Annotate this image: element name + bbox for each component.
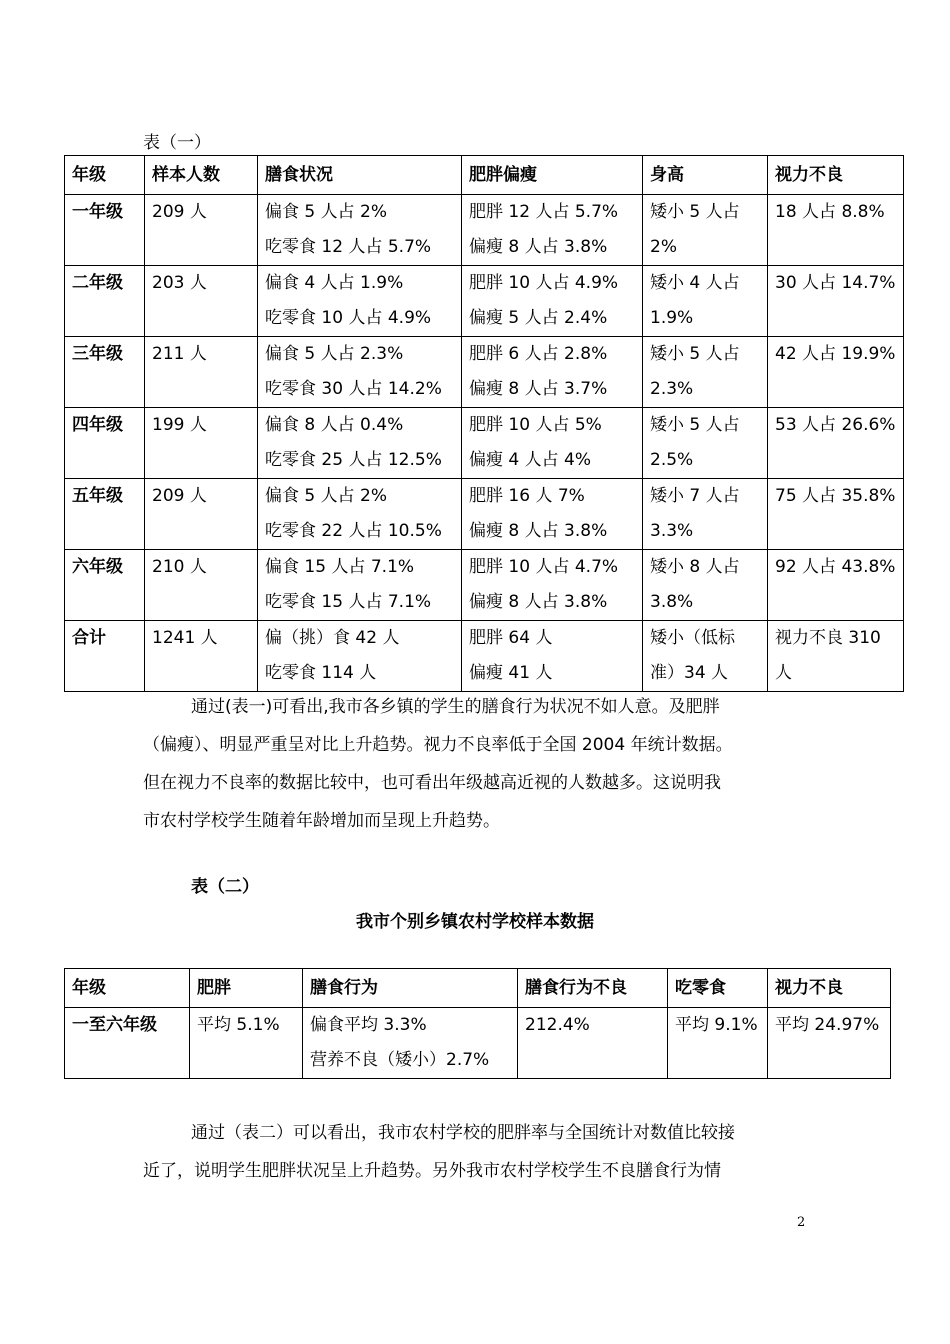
paragraph-1 xyxy=(143,688,843,840)
weight-cell xyxy=(462,479,643,550)
diet-cell xyxy=(258,479,462,550)
paragraph-line: 近了，说明学生肥胖状况呈上升趋势。另外我市农村学校学生不良膳食行为情 xyxy=(143,1161,721,1181)
table-row xyxy=(65,1008,891,1079)
table-row xyxy=(65,195,904,266)
diet-cell xyxy=(258,266,462,337)
header-cell: 肥胖偏瘦 xyxy=(462,156,643,195)
count-cell: 1241 人 xyxy=(145,621,258,692)
table2 xyxy=(64,968,891,1079)
weight-cell xyxy=(462,337,643,408)
cell-line: 视力不良 310 xyxy=(775,628,881,648)
table-row xyxy=(65,479,904,550)
height-cell xyxy=(643,266,768,337)
vision-cell xyxy=(768,550,904,621)
count-cell: 199 人 xyxy=(145,408,258,479)
count-cell: 211 人 xyxy=(145,337,258,408)
table-row xyxy=(65,621,904,692)
cell-line: 2.5% xyxy=(650,450,694,470)
header-cell: 视力不良 xyxy=(768,156,904,195)
cell-line: 矮小 7 人占 xyxy=(650,486,740,506)
weight-cell xyxy=(462,621,643,692)
paragraph-line: 市农村学校学生随着年龄增加而呈现上升趋势。 xyxy=(143,811,500,831)
height-cell xyxy=(643,408,768,479)
paragraph-text: 通过(表一)可看出,我市各乡镇的学生的膳食行为状况不如人意。及肥胖 xyxy=(191,697,720,717)
cell-line: 偏食 5 人占 2.3% xyxy=(265,344,404,364)
cell-line: 矮小（低标 xyxy=(650,628,735,648)
cell-line: 偏（挑）食 42 人 xyxy=(265,628,400,648)
cell-line: 偏食 8 人占 0.4% xyxy=(265,415,404,435)
cell-line: 偏瘦 8 人占 3.8% xyxy=(469,237,608,257)
table-row xyxy=(65,337,904,408)
height-cell xyxy=(643,550,768,621)
cell-line: 偏食 5 人占 2% xyxy=(265,202,387,222)
header-cell: 身高 xyxy=(643,156,768,195)
cell-line: 30 人占 14.7% xyxy=(775,273,896,293)
table1-header-row xyxy=(65,156,904,195)
diet-cell xyxy=(258,408,462,479)
cell-line: 吃零食 114 人 xyxy=(265,663,377,683)
cell-line: 偏瘦 4 人占 4% xyxy=(469,450,591,470)
count-cell: 203 人 xyxy=(145,266,258,337)
vision-cell: 平均 24.97% xyxy=(768,1008,891,1079)
cell-line: 人 xyxy=(775,663,792,683)
cell-line: 18 人占 8.8% xyxy=(775,202,885,222)
cell-line: 偏瘦 8 人占 3.8% xyxy=(469,521,608,541)
cell-line: 偏瘦 41 人 xyxy=(469,663,553,683)
diet-cell xyxy=(258,621,462,692)
cell-line: 3.8% xyxy=(650,592,694,612)
cell-line: 肥胖 64 人 xyxy=(469,628,553,648)
cell-line xyxy=(775,301,903,336)
grade-cell: 五年级 xyxy=(65,479,145,550)
grade-cell: 六年级 xyxy=(65,550,145,621)
table1 xyxy=(64,155,904,692)
cell-line: 偏瘦 5 人占 2.4% xyxy=(469,308,608,328)
cell-line: 矮小 5 人占 xyxy=(650,344,740,364)
cell-line: 矮小 5 人占 xyxy=(650,415,740,435)
table2-caption: 表（二） xyxy=(191,877,259,897)
cell-line: 53 人占 26.6% xyxy=(775,415,896,435)
grade-cell: 一至六年级 xyxy=(65,1008,190,1079)
cell-line: 矮小 4 人占 xyxy=(650,273,740,293)
grade-cell: 三年级 xyxy=(65,337,145,408)
cell-line xyxy=(775,514,903,549)
count-cell: 209 人 xyxy=(145,195,258,266)
cell-line: 肥胖 6 人占 2.8% xyxy=(469,344,608,364)
header-cell: 肥胖 xyxy=(190,969,303,1008)
diet-cell xyxy=(258,550,462,621)
weight-cell xyxy=(462,408,643,479)
count-cell: 209 人 xyxy=(145,479,258,550)
cell-line: 肥胖 12 人占 5.7% xyxy=(469,202,619,222)
cell-line: 吃零食 10 人占 4.9% xyxy=(265,308,432,328)
cell-line: 准）34 人 xyxy=(650,663,729,683)
cell-line: 3.3% xyxy=(650,521,694,541)
cell-line: 吃零食 22 人占 10.5% xyxy=(265,521,442,541)
cell-line: 2.3% xyxy=(650,379,694,399)
diet-cell xyxy=(258,337,462,408)
header-cell: 样本人数 xyxy=(145,156,258,195)
table2-header-row xyxy=(65,969,891,1008)
cell-line: 92 人占 43.8% xyxy=(775,557,896,577)
weight-cell xyxy=(462,266,643,337)
table1-caption: 表（一） xyxy=(143,133,211,153)
paragraph-line: 但在视力不良率的数据比较中，也可看出年级越高近视的人数越多。这说明我 xyxy=(143,773,721,793)
snack-cell: 平均 9.1% xyxy=(668,1008,768,1079)
height-cell xyxy=(643,621,768,692)
cell-line: 肥胖 10 人占 4.9% xyxy=(469,273,619,293)
grade-cell: 二年级 xyxy=(65,266,145,337)
header-cell: 年级 xyxy=(65,969,190,1008)
cell-line: 肥胖 10 人占 5% xyxy=(469,415,602,435)
cell-line: 吃零食 30 人占 14.2% xyxy=(265,379,442,399)
cell-line: 肥胖 10 人占 4.7% xyxy=(469,557,619,577)
diet-cell xyxy=(258,195,462,266)
cell-line xyxy=(775,230,903,265)
weight-cell xyxy=(462,550,643,621)
height-cell xyxy=(643,195,768,266)
cell-line: 1.9% xyxy=(650,308,694,328)
vision-cell xyxy=(768,621,904,692)
header-cell: 膳食状况 xyxy=(258,156,462,195)
cell-line: 偏食 15 人占 7.1% xyxy=(265,557,415,577)
cell-line: 吃零食 12 人占 5.7% xyxy=(265,237,432,257)
paragraph-line: （偏瘦）、明显严重呈对比上升趋势。视力不良率低于全国 2004 年统计数据。 xyxy=(143,735,733,755)
cell-line xyxy=(775,585,903,620)
obesity-cell: 平均 5.1% xyxy=(190,1008,303,1079)
cell-line: 75 人占 35.8% xyxy=(775,486,896,506)
height-cell xyxy=(643,337,768,408)
cell-line xyxy=(775,372,903,407)
count-cell: 210 人 xyxy=(145,550,258,621)
paragraph-text: 通过（表二）可以看出，我市农村学校的肥胖率与全国统计对数值比较接 xyxy=(191,1123,735,1143)
cell-line: 矮小 8 人占 xyxy=(650,557,740,577)
cell-line: 吃零食 25 人占 12.5% xyxy=(265,450,442,470)
header-cell: 膳食行为 xyxy=(303,969,518,1008)
cell-line: 2% xyxy=(650,237,677,257)
header-cell: 年级 xyxy=(65,156,145,195)
bad-diet-cell: 212.4% xyxy=(518,1008,668,1079)
cell-line: 偏瘦 8 人占 3.8% xyxy=(469,592,608,612)
table-row xyxy=(65,408,904,479)
height-cell xyxy=(643,479,768,550)
grade-cell: 四年级 xyxy=(65,408,145,479)
cell-line xyxy=(775,443,903,478)
cell-line: 42 人占 19.9% xyxy=(775,344,896,364)
header-cell: 视力不良 xyxy=(768,969,891,1008)
header-cell: 膳食行为不良 xyxy=(518,969,668,1008)
header-cell: 吃零食 xyxy=(668,969,768,1008)
cell-line: 营养不良（矮小）2.7% xyxy=(310,1050,490,1070)
table-row xyxy=(65,550,904,621)
cell-line: 偏瘦 8 人占 3.7% xyxy=(469,379,608,399)
paragraph-line xyxy=(143,688,843,726)
paragraph-2 xyxy=(143,1114,843,1190)
table-row xyxy=(65,266,904,337)
vision-cell xyxy=(768,408,904,479)
vision-cell xyxy=(768,479,904,550)
vision-cell xyxy=(768,195,904,266)
grade-cell: 合计 xyxy=(65,621,145,692)
page-number: 2 xyxy=(797,1215,806,1230)
diet-cell xyxy=(303,1008,518,1079)
grade-cell: 一年级 xyxy=(65,195,145,266)
table2-title: 我市个别乡镇农村学校样本数据 xyxy=(356,912,594,932)
cell-line: 矮小 5 人占 xyxy=(650,202,740,222)
cell-line: 偏食平均 3.3% xyxy=(310,1015,427,1035)
cell-line: 肥胖 16 人 7% xyxy=(469,486,585,506)
weight-cell xyxy=(462,195,643,266)
vision-cell xyxy=(768,337,904,408)
cell-line: 吃零食 15 人占 7.1% xyxy=(265,592,432,612)
cell-line: 偏食 4 人占 1.9% xyxy=(265,273,404,293)
vision-cell xyxy=(768,266,904,337)
cell-line: 偏食 5 人占 2% xyxy=(265,486,387,506)
paragraph-line xyxy=(143,1114,843,1152)
